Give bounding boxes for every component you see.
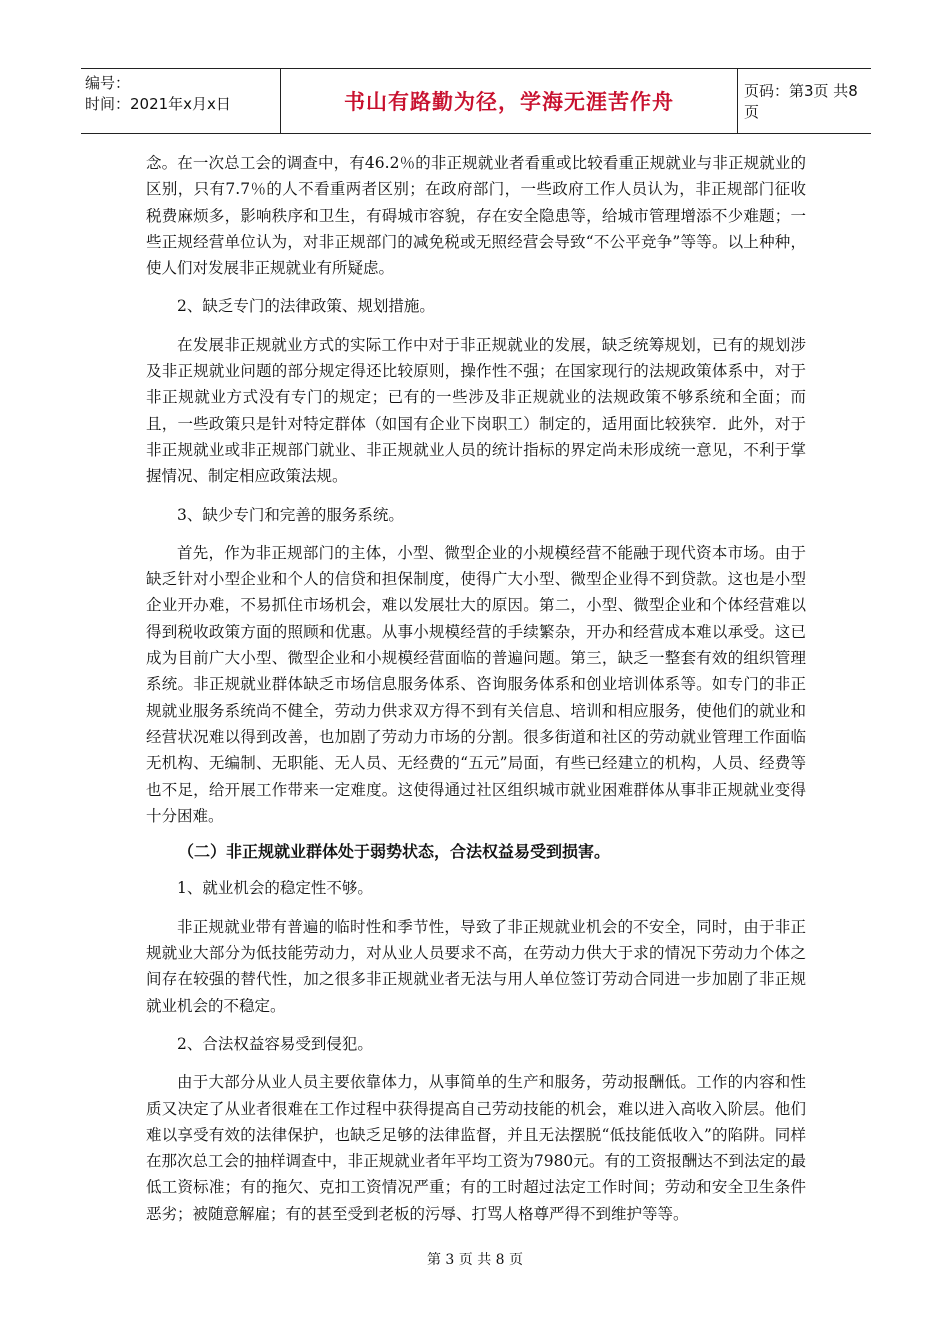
page-footer: 第 3 页 共 8 页: [426, 1252, 524, 1268]
header-page-label: 页码：第3页 共8页: [744, 82, 858, 121]
paragraph-legal-rights: 由于大部分从业人员主要依靠体力，从事简单的生产和服务，劳动报酬低。工作的内容和性质又决定了从业者很难在工作过程中获得提高自己劳动技能的机会，难以进入高收入阶层。他们难以享受有效的法律保护，也缺乏足够的法律监督，并且无法摆脱“低技能低收入”的陷阱。同样在那次总工会的抽样调查中，非正规就业者年平均工资为7980元。有的工资报酬达不到法定的最低工资标准；有的拖欠、克扣工资情况严重；有的工时超过法定工作时间；劳动和安全卫生条件恶劣；被随意解雇；有的甚至受到老板的污辱、打骂人格尊严得不到维护等等。: [146, 1073, 806, 1223]
document-number-label: 编号：: [85, 74, 131, 92]
header-motto: 书山有路勤为径，学海无涯苦作舟: [281, 69, 738, 133]
section-heading-weak-status: （二）非正规就业群体处于弱势状态，合法权益易受到损害。: [178, 842, 611, 862]
subheading-legal-policy: 2、缺乏专门的法律政策、规划措施。: [177, 297, 435, 316]
paragraph-continuation: 念。在一次总工会的调查中，有46.2％的非正规就业者看重或比较看重正规就业与非正规就业的区别，只有7.7％的人不看重两者区别；在政府部门，一些政府工作人员认为，非正规部门征收税费麻烦多，影响秩序和卫生，有碍城市容貌，存在安全隐患等，给城市管理增添不少难题；一些正规经营单位认为，对非正规部门的减免税或无照经营会导致“不公平竞争”等等。以上种种，使人们对发展非正规就业有所疑虑。: [146, 154, 806, 278]
paragraph-legal-policy: 在发展非正规就业方式的实际工作中对于非正规就业的发展，缺乏统筹规划，已有的规划涉及非正规就业问题的部分规定得还比较原则，操作性不强；在国家现行的法规政策体系中，对于非正规就业方式没有专门的规定；已有的一些涉及非正规就业的法规政策不够系统和全面；而且，一些政策只是针对特定群体（如国有企业下岗职工）制定的，适用面比较狭窄．此外，对于非正规就业或非正规部门就业、非正规就业人员的统计指标的界定尚未形成统一意见，不利于掌握情况、制定相应政策法规。: [146, 335, 806, 486]
page-header: [81, 68, 871, 134]
subheading-legal-rights: 2、合法权益容易受到侵犯。: [177, 1034, 373, 1053]
subheading-service-system: 3、缺少专门和完善的服务系统。: [177, 505, 404, 524]
document-body: [146, 150, 806, 1227]
paragraph-service-system: 首先，作为非正规部门的主体，小型、微型企业的小规模经营不能融于现代资本市场。由于缺乏针对小型企业和个人的信贷和担保制度，使得广大小型、微型企业得不到贷款。这也是小型企业开办难，不易抓住市场机会，难以发展壮大的原因。第二，小型、微型企业和个体经营难以得到税收政策方面的照顾和优惠。从事小规模经营的手续繁杂，开办和经营成本难以承受。这已成为目前广大小型、微型企业和小规模经营面临的普遍问题。第三，缺乏一整套有效的组织管理系统。非正规就业群体缺乏市场信息服务体系、咨询服务体系和创业培训体系等。如专门的非正规就业服务系统尚不健全，劳动力供求双方得不到有关信息、培训和相应服务，使他们的就业和经营状况难以得到改善，也加剧了劳动力市场的分割。很多街道和社区的劳动就业管理工作面临无机构、无编制、无职能、无人员、无经费的“五元”局面，有些已经建立的机构，人员、经费等也不足，给开展工作带来一定难度。这使得通过社区组织城市就业困难群体从事非正规就业变得十分困难。: [146, 543, 806, 825]
header-meta: [81, 69, 281, 133]
subheading-job-stability: 1、就业机会的稳定性不够。: [177, 879, 373, 898]
paragraph-job-stability: 非正规就业带有普遍的临时性和季节性，导致了非正规就业机会的不安全，同时，由于非正规就业大部分为低技能劳动力，对从业人员要求不高，在劳动力供大于求的情况下劳动力个体之间存在较强的替代性，加之很多非正规就业者无法与用人单位签订劳动合同进一步加剧了非正规就业机会的不稳定。: [146, 917, 806, 1015]
document-date-label: 时间：2021年x月x日: [85, 95, 231, 113]
